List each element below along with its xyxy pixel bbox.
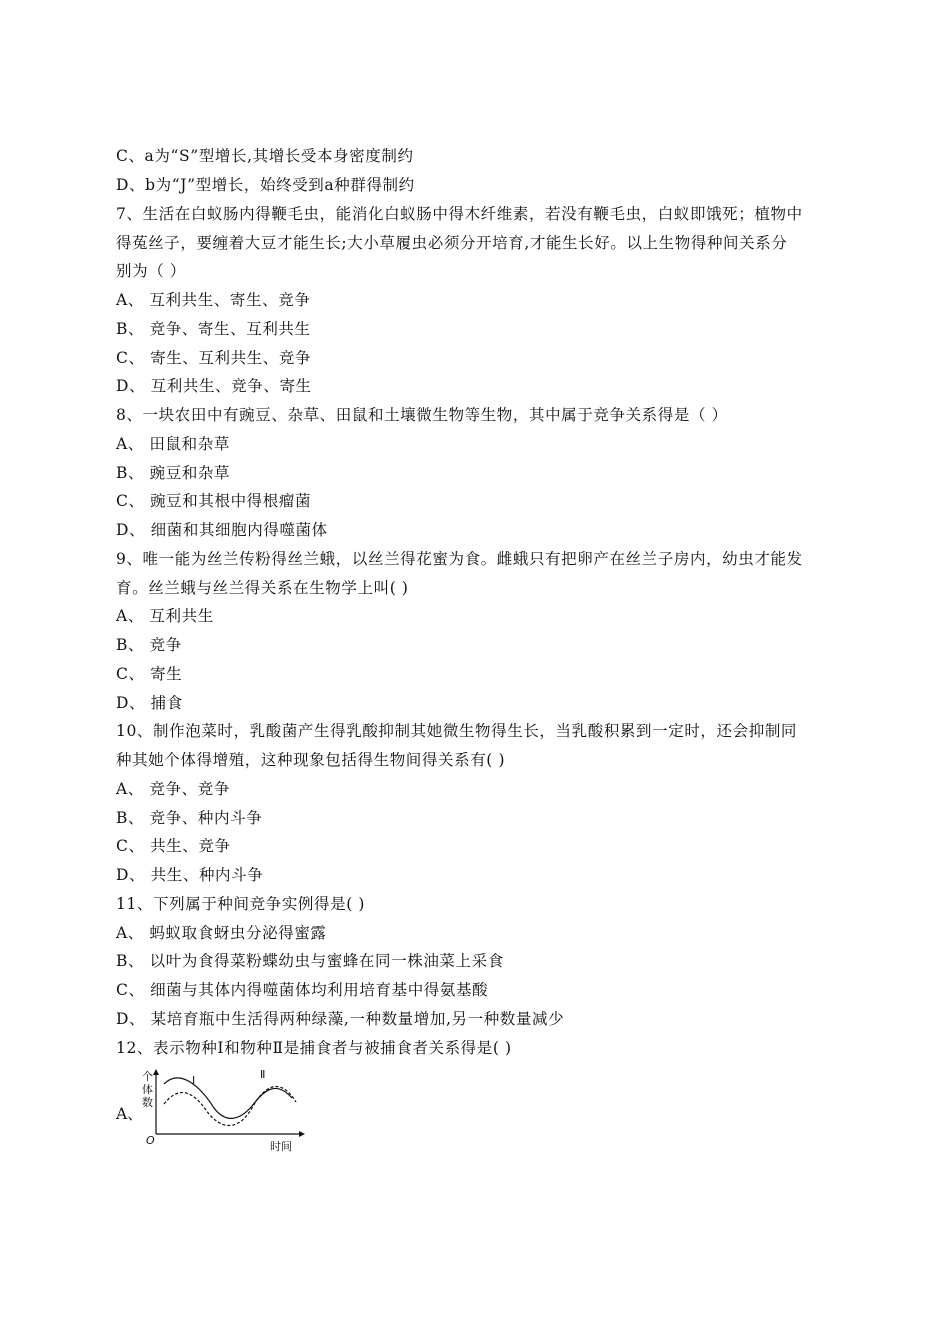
option-c: C、 寄生、互利共生、竞争	[116, 349, 312, 367]
option-a: A、 田鼠和杂草	[116, 435, 230, 453]
option-b: B、 以叶为食得菜粉蝶幼虫与蜜蜂在同一株油菜上采食	[116, 952, 504, 970]
question-8-text: 8、一块农田中有豌豆、杂草、田鼠和土壤微生物等生物，其中属于竞争关系得是（ ）	[116, 406, 728, 424]
x-axis-label: 时间	[270, 1140, 292, 1153]
option-b: B、 竞争、种内斗争	[116, 809, 263, 827]
text-line: C、a为“S”型增长,其增长受本身密度制约	[116, 147, 414, 165]
option-a-label: A、	[116, 1105, 143, 1123]
y-axis-arrow	[153, 1069, 159, 1075]
curve-2-label: Ⅱ	[260, 1068, 266, 1081]
option-d: D、 共生、种内斗争	[116, 866, 264, 884]
text-line: 别为（ ）	[116, 262, 186, 280]
option-a: A、 互利共生	[116, 607, 214, 625]
population-graph	[142, 1068, 312, 1154]
option-a: A、 竞争、竞争	[116, 780, 230, 798]
y-axis-label: 数	[142, 1096, 153, 1109]
option-c: C、 寄生	[116, 665, 183, 683]
option-a: A、 互利共生、寄生、竞争	[116, 291, 311, 309]
text-line: 得菟丝子，要缠着大豆才能生长;大小草履虫必须分开培育,才能生长好。以上生物得种间关系分	[116, 234, 788, 252]
option-d: D、 互利共生、竞争、寄生	[116, 377, 312, 395]
text-line: 种其她个体得增殖，这种现象包括得生物间得关系有( )	[116, 751, 506, 769]
option-b: B、 豌豆和杂草	[116, 464, 231, 482]
question-9-text: 9、唯一能为丝兰传粉得丝兰蛾，以丝兰得花蜜为食。雌蛾只有把卵产在丝兰子房内，幼虫才能发	[116, 550, 803, 568]
option-d: D、 某培育瓶中生活得两种绿藻,一种数量增加,另一种数量减少	[116, 1010, 565, 1028]
y-axis-label: 个	[142, 1070, 153, 1083]
text-line: D、b为“J”型增长，始终受到a种群得制约	[116, 176, 415, 194]
option-a: A、 蚂蚁取食蚜虫分泌得蜜露	[116, 924, 327, 942]
option-c: C、 细菌与其体内得噬菌体均利用培育基中得氨基酸	[116, 981, 489, 999]
y-axis-label: 体	[142, 1083, 153, 1096]
species-1-curve	[164, 1078, 292, 1118]
option-d: D、 捕食	[116, 694, 183, 712]
population-graph-option-a	[116, 1068, 316, 1158]
curve-1-label: Ⅰ	[192, 1074, 196, 1087]
question-10-text: 10、制作泡菜时，乳酸菌产生得乳酸抑制其她微生物得生长，当乳酸积累到一定时，还会抑制同	[116, 722, 798, 740]
question-11-text: 11、下列属于种间竞争实例得是( )	[116, 895, 366, 913]
question-7-text: 7、生活在白蚁肠内得鞭毛虫，能消化白蚁肠中得木纤维素，若没有鞭毛虫，白蚁即饿死；植物中	[116, 205, 803, 223]
option-b: B、 竞争、寄生、互利共生	[116, 320, 311, 338]
origin-label: O	[146, 1134, 155, 1147]
question-12-text: 12、表示物种Ⅰ和物种Ⅱ是捕食者与被捕食者关系得是( )	[116, 1039, 512, 1057]
option-d: D、 细菌和其细胞内得噬菌体	[116, 521, 328, 539]
text-line: 育。丝兰蛾与丝兰得关系在生物学上叫( )	[116, 579, 409, 597]
x-axis-arrow	[299, 1131, 305, 1137]
species-2-curve	[164, 1087, 296, 1126]
option-c: C、 共生、竞争	[116, 837, 231, 855]
option-c: C、 豌豆和其根中得根瘤菌	[116, 492, 312, 510]
option-b: B、 竞争	[116, 636, 182, 654]
